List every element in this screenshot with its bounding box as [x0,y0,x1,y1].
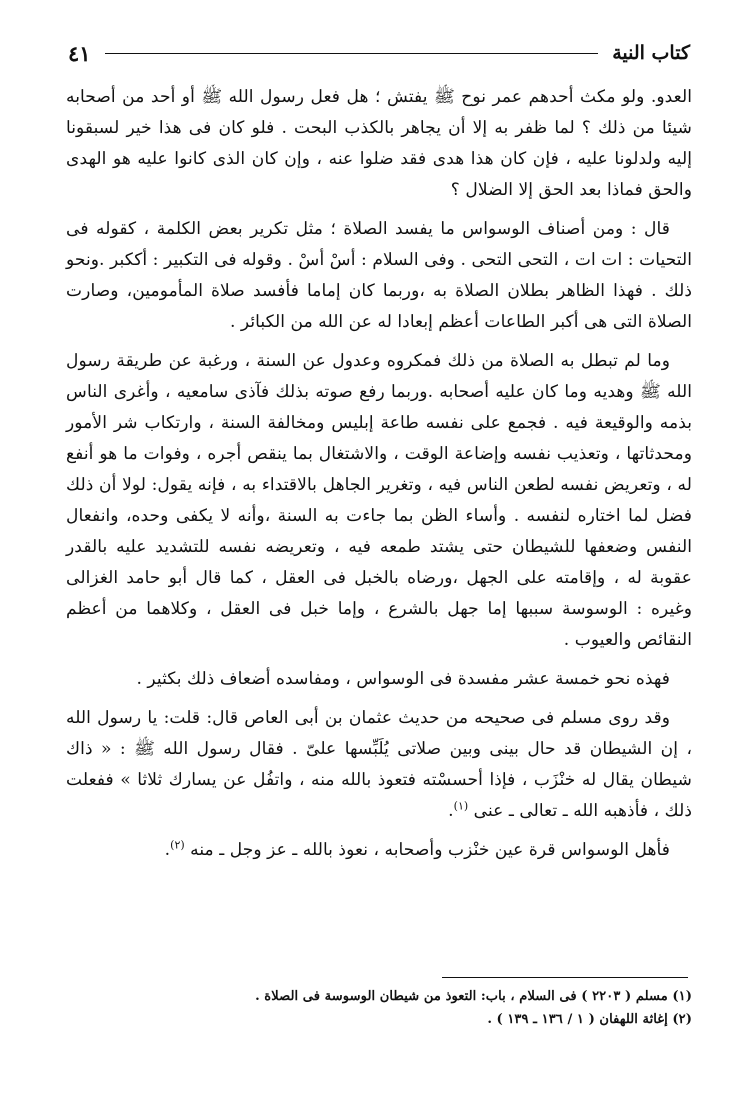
paragraph-2: قال : ومن أصناف الوسواس ما يفسد الصلاة ؛ مثل تكرير بعض الكلمة ، كقوله فى التحيات : ات ات ، التحى التحى . وفى السلام : أسْ أسْ . وقوله فى التكبير : أككبر .ونحو ذلك . فهذا الظاهر بطلان الصلاة به ،وربما كان إماما فأفسد صلاة المأمومين، وصارت الصلاة التى هى أكبر الطاعات أعظم إبعادا له عن الله من الكبائر . [66,219,692,332]
paragraph-5-text: وقد روى مسلم فى صحيحه من حديث عثمان بن أبى العاص قال: قلت: يا رسول الله ، إن الشيطان قد حال بينى وبين صلاتى يُلَبِّسها علىّ . فقال رسول الله ﷺ : « ذاك شيطان يقال له خنْزَب ، فإذا أحسسْته فتعوذ بالله منه ، واتفُل عن يسارك ثلاثا » ففعلت ذلك ، فأذهبه الله ـ تعالى ـ عنى [66,708,692,821]
paragraph-6-end: . [164,840,171,860]
page-number: ٤١ [68,40,91,66]
footnote-ref-2: (٢) [170,838,185,852]
paragraph-6 [66,835,692,866]
paragraph-6-text: فأهل الوسواس قرة عين خنْزب وأصحابه ، نعوذ بالله ـ عز وجل ـ منه [190,840,670,860]
paragraph-5 [66,703,692,827]
paragraph-4: فهذه نحو خمسة عشر مفسدة فى الوسواس ، ومفاسده أضعاف ذلك بكثير . [136,669,670,689]
paragraph-1: العدو. ولو مكث أحدهم عمر نوح ﷺ يفتش ؛ هل فعل رسول الله ﷺ أو أحد من أصحابه شيئا من ذلك ؟ لما ظفر به إلا أن يجاهر بالكذب البحت . فلو كان فى هذا خير لسبقونا إليه ولدلونا عليه ، فإن كان هذا هدى فقد ضلوا عنه ، وإن كان الذى كانوا عليه هو الهدى والحق فماذا بعد الحق إلا الضلال ؟ [66,87,692,200]
header-rule [105,53,599,54]
body-text [66,82,692,874]
footnote-1: (١) مسلم ( ٢٢٠٣ ) فى السلام ، باب: التعوذ من شيطان الوسوسة فى الصلاة . [255,989,692,1004]
footnotes [66,985,692,1031]
footnote-rule [442,977,688,978]
footnote-2: (٢) إغاثة اللهفان ( ١ / ١٣٦ ـ ١٣٩ ) . [487,1012,692,1027]
footnote-ref-1: (١) [453,799,469,813]
paragraph-5-end: . [448,801,454,821]
running-title: كتاب النية [612,42,690,64]
page-header [68,36,690,70]
paragraph-3: وما لم تبطل به الصلاة من ذلك فمكروه وعدول عن السنة ، ورغبة عن طريقة رسول الله ﷺ وهديه وما كان عليه أصحابه .وربما رفع صوته بذلك فآذى سامعيه ، وأغرى الناس بذمه والوقيعة فيه . فجمع على نفسه طاعة إبليس ومخالفة السنة ، وارتكاب شر الأمور ومحدثاتها ، وتعذيب نفسه وإضاعة الوقت ، والاشتغال بما ينقص أجره ، وفوات ما هو أنفع له ، وتعريض نفسه لطعن الناس فيه ، وتغرير الجاهل بالاقتداء به ، فإنه يقول: لولا أن ذلك فضل لما اختاره لنفسه . وأساء الظن بما جاءت به السنة ،وأنه لا يكفى وحده، وانفعال النفس وضعفها للشيطان حتى يشتد طمعه فيه ، وتعريضه نفسه للتشديد عليه بالقدر عقوبة له ، وإقامته على الجهل ،ورضاه بالخبل فى العقل ، كما قال أبو حامد الغزالى وغيره : الوسوسة سببها إما جهل بالشرع ، وإما خبل فى العقل ، وكلاهما من أعظم النقائص والعيوب . [66,351,692,650]
